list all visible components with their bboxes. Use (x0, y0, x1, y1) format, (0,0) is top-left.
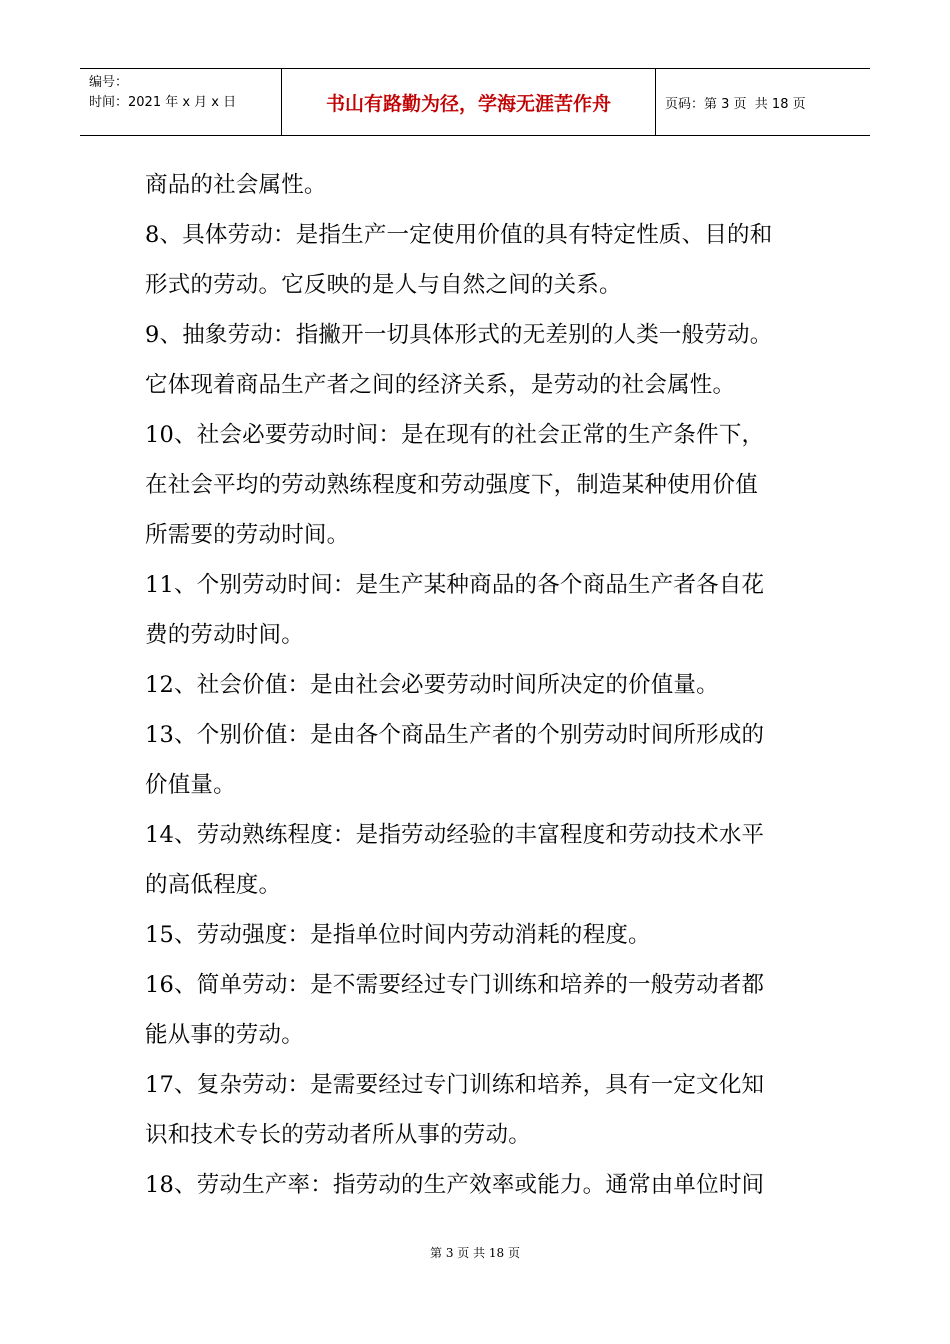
body-line: 16、简单劳动：是不需要经过专门训练和培养的一般劳动者都 (145, 972, 765, 998)
body-line: 11、个别劳动时间：是生产某种商品的各个商品生产者各自花 (145, 572, 765, 598)
header-motto: 书山有路勤为径，学海无涯苦作舟 (282, 69, 656, 135)
document-date-label: 时间：2021 年 x 月 x 日 (89, 95, 237, 110)
body-line: 费的劳动时间。 (145, 622, 304, 648)
body-line: 10、社会必要劳动时间：是在现有的社会正常的生产条件下， (145, 422, 765, 448)
body-line: 所需要的劳动时间。 (145, 522, 350, 548)
body-line: 8、具体劳动：是指生产一定使用价值的具有特定性质、目的和 (145, 222, 773, 248)
body-line: 商品的社会属性。 (145, 172, 327, 198)
body-line: 17、复杂劳动：是需要经过专门训练和培养，具有一定文化知 (145, 1072, 765, 1098)
body-line: 9、抽象劳动：指撇开一切具体形式的无差别的人类一般劳动。 (145, 322, 773, 348)
header-page-indicator (656, 69, 870, 135)
footer-page-number: 第 3 页 共 18 页 (430, 1246, 520, 1260)
body-line: 13、个别价值：是由各个商品生产者的个别劳动时间所形成的 (145, 722, 765, 748)
body-line: 识和技术专长的劳动者所从事的劳动。 (145, 1122, 531, 1148)
page-header (80, 68, 870, 136)
body-line: 18、劳动生产率：指劳动的生产效率或能力。通常由单位时间 (145, 1172, 765, 1198)
body-line: 在社会平均的劳动熟练程度和劳动强度下，制造某种使用价值 (145, 472, 758, 498)
document-body (145, 160, 817, 1210)
body-line: 价值量。 (145, 772, 236, 798)
body-line: 12、社会价值：是由社会必要劳动时间所决定的价值量。 (145, 672, 719, 698)
body-line: 的高低程度。 (145, 872, 282, 898)
document-number-label: 编号： (89, 75, 129, 90)
body-line: 能从事的劳动。 (145, 1022, 304, 1048)
body-line: 形式的劳动。它反映的是人与自然之间的关系。 (145, 272, 622, 298)
page-footer (0, 1244, 950, 1261)
header-meta (80, 69, 282, 135)
body-line: 14、劳动熟练程度：是指劳动经验的丰富程度和劳动技术水平 (145, 822, 765, 848)
body-line: 15、劳动强度：是指单位时间内劳动消耗的程度。 (145, 922, 651, 948)
body-line: 它体现着商品生产者之间的经济关系，是劳动的社会属性。 (145, 372, 736, 398)
header-page-label: 页码：第 3 页 共 18 页 (665, 96, 806, 112)
